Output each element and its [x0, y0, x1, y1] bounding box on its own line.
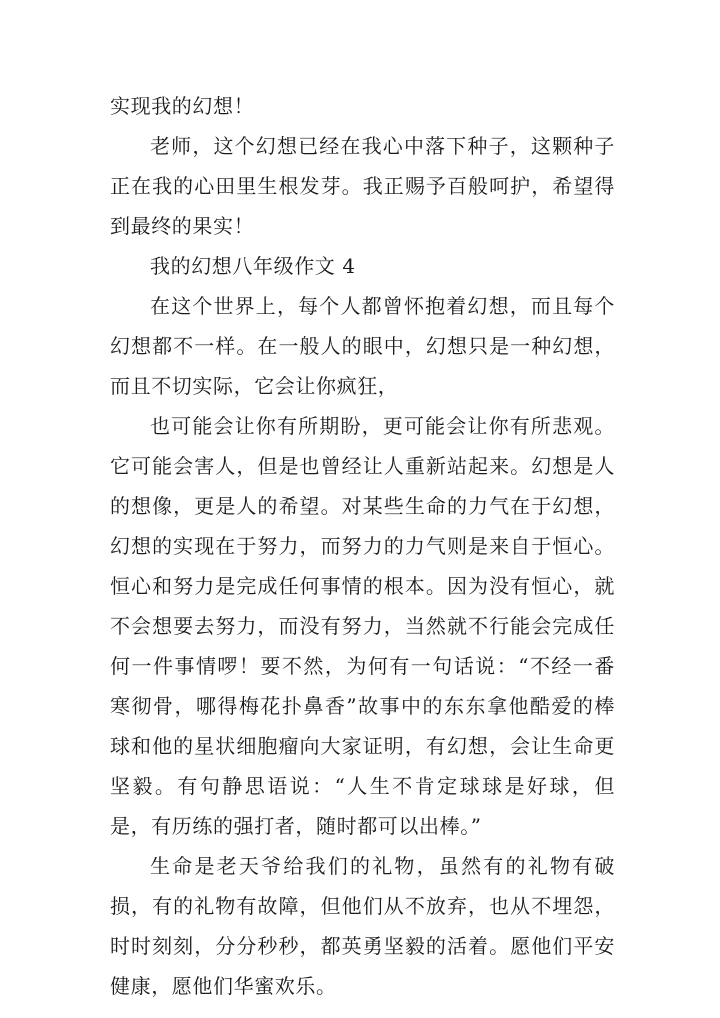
paragraph-2: 老师，这个幻想已经在我心中落下种子，这颗种子正在我的心田里生根发芽。我正赐予百般呵护，希望得到最终的果实！	[110, 134, 615, 238]
paragraph-6: 生命是老天爷给我们的礼物，虽然有的礼物有破损，有的礼物有故障，但他们从不放弃，也从不埋怨，时时刻刻，分分秒秒，都英勇坚毅的活着。愿他们平安健康，愿他们华蜜欢乐。	[110, 854, 615, 998]
paragraph-5: 也可能会让你有所期盼，更可能会让你有所悲观。它可能会害人，但是也曾经让人重新站起来。幻想是人的想像，更是人的希望。对某些生命的力气在于幻想，幻想的实现在于努力，而努力的力气则是来自于恒心。恒心和努力是完成任何事情的根本。因为没有恒心，就不会想要去努力，而没有努力，当然就不行能会完成任何一件事情啰！要不然，为何有一句话说：“不经一番寒彻骨，哪得梅花扑鼻香”故事中的东东拿他酷爱的棒球和他的星状细胞瘤向大家证明，有幻想，会让生命更坚毅。有句静思语说：“人生不肯定球球是好球，但是，有历练的强打者，随时都可以出棒。”	[110, 414, 615, 838]
paragraph-4: 在这个世界上，每个人都曾怀抱着幻想，而且每个幻想都不一样。在一般人的眼中，幻想只是一种幻想，而且不切实际，它会让你疯狂，	[110, 294, 615, 398]
paragraph-1: 实现我的幻想！	[110, 94, 255, 118]
document-body	[110, 86, 615, 1006]
section-heading: 我的幻想八年级作文 4	[150, 254, 356, 278]
